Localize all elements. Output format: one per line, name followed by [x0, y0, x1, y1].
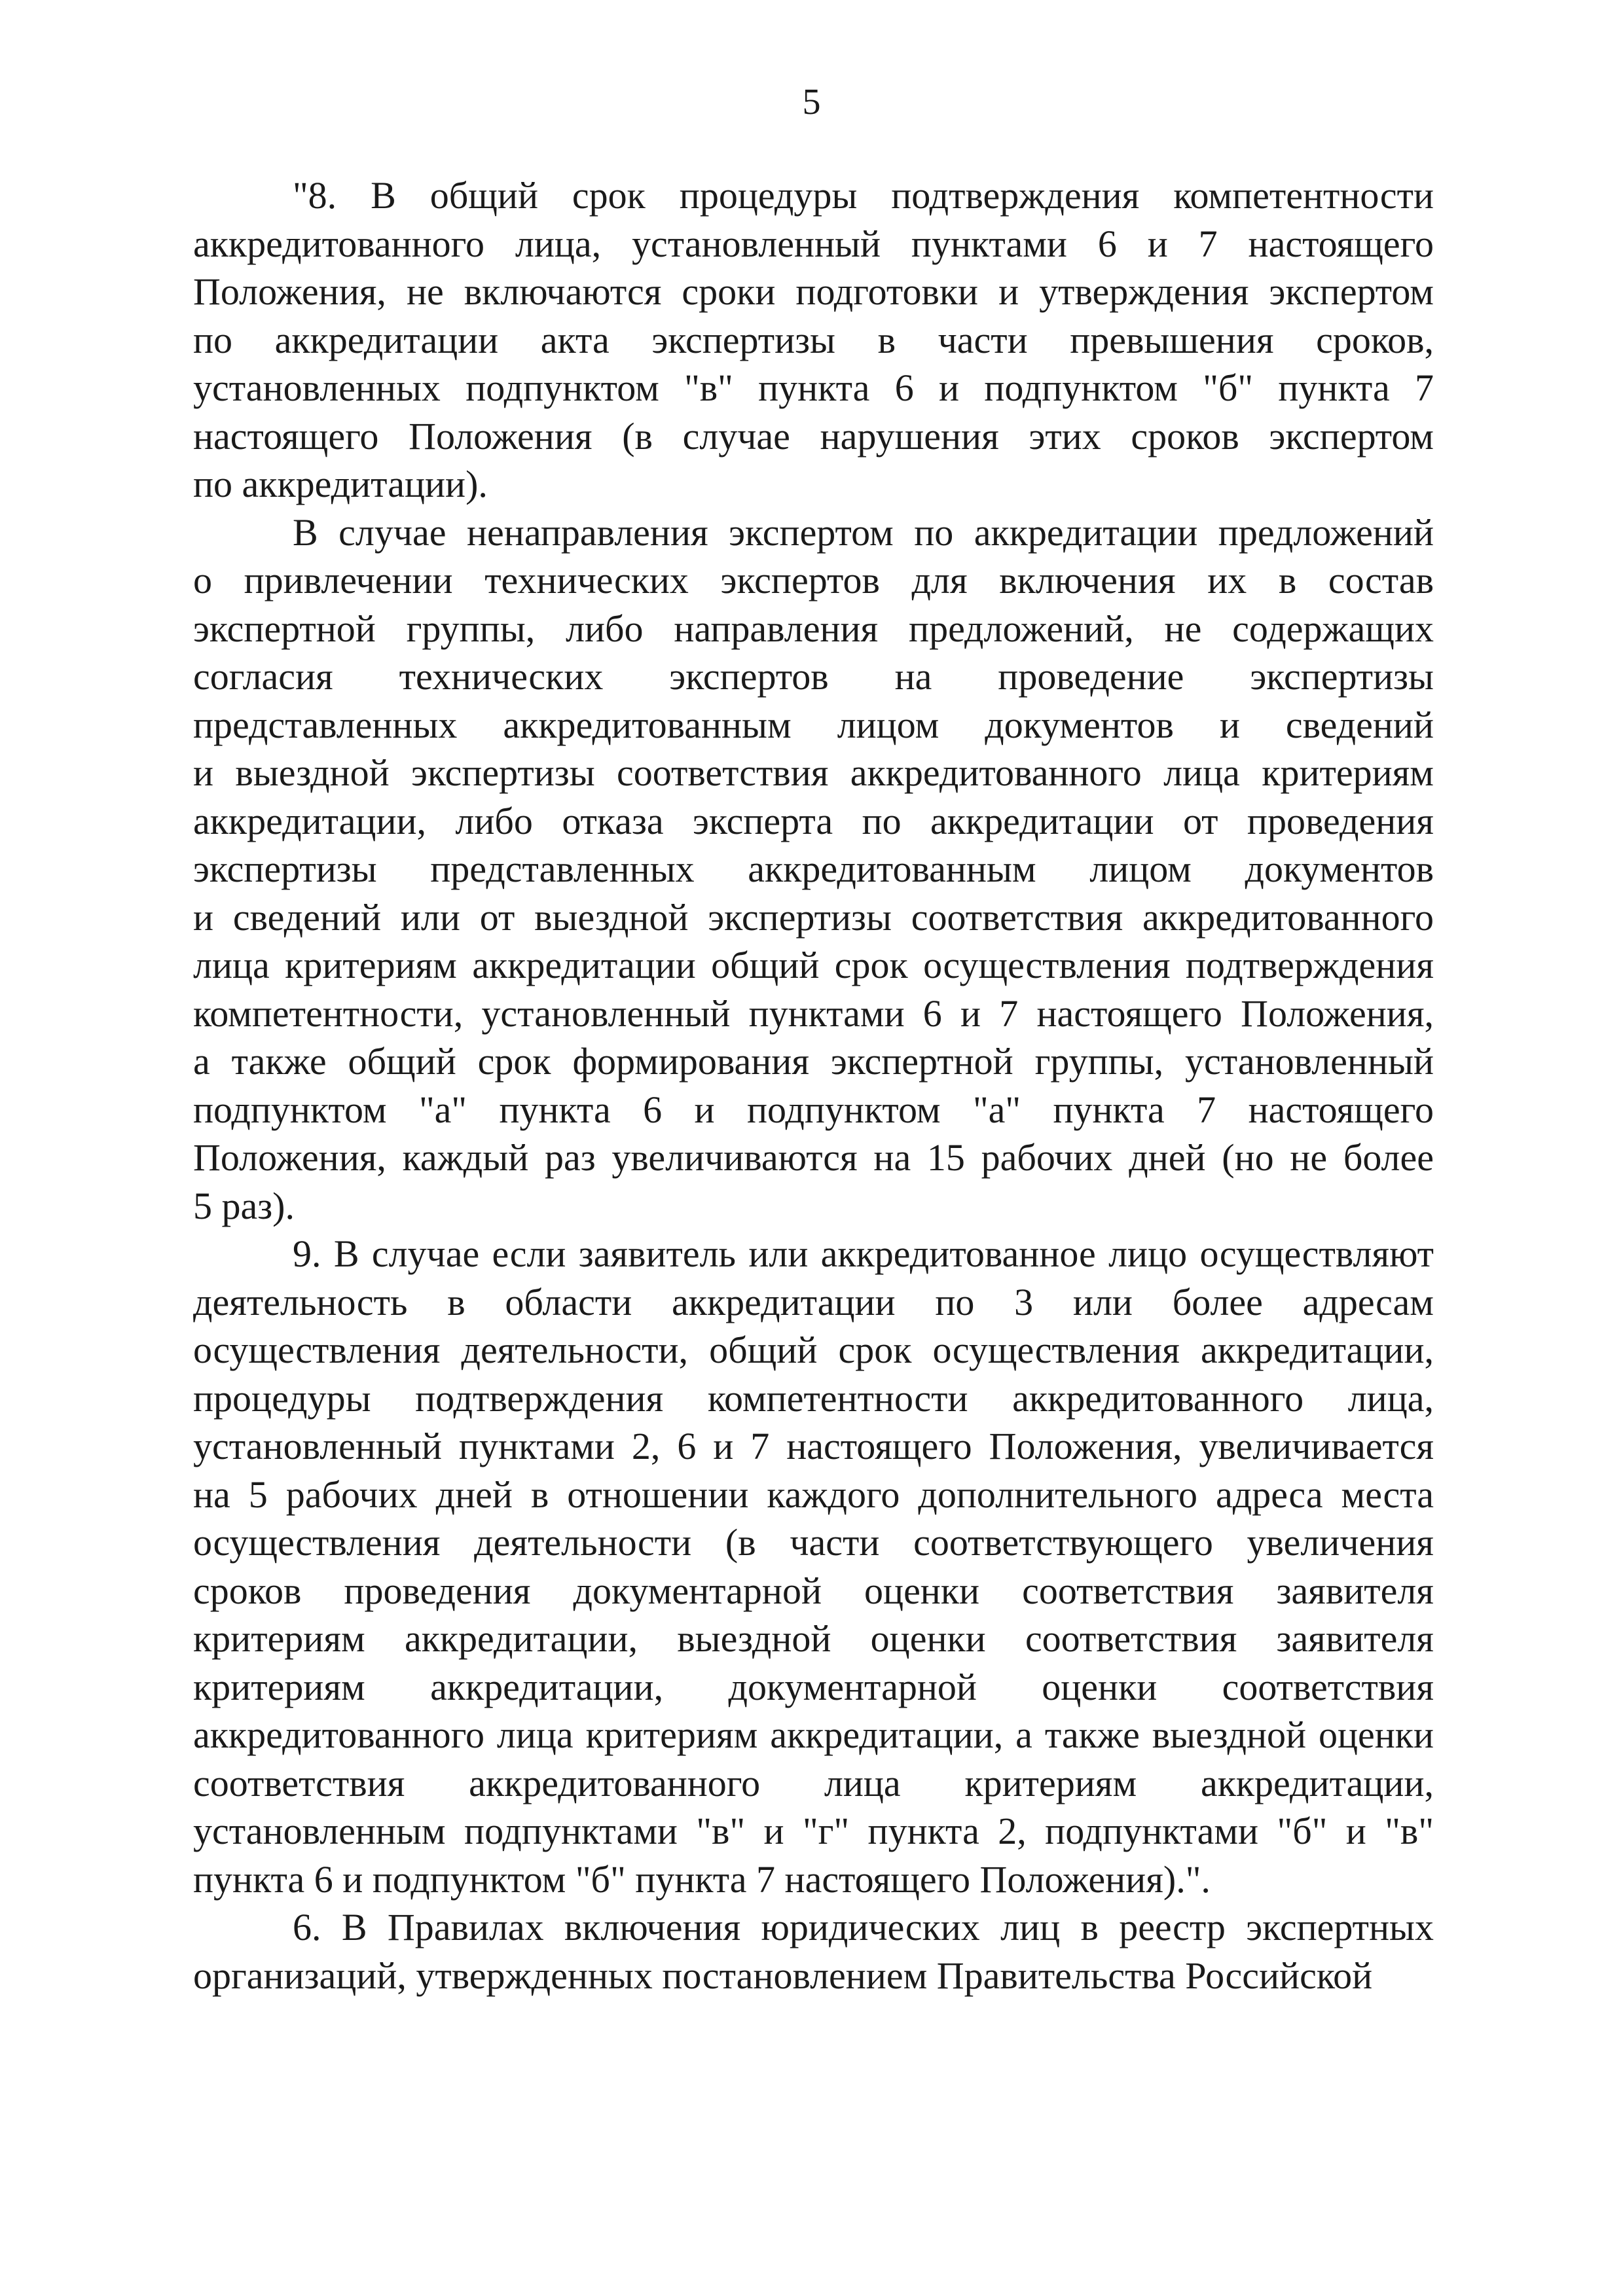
text-line: сроков проведения документарной оценки соответствия заявителя — [193, 1569, 1434, 1612]
text-line: по аккредитации). — [193, 463, 488, 505]
paragraph — [193, 1903, 1434, 2000]
text-line: а также общий срок формирования экспертной группы, установленный — [193, 1040, 1434, 1083]
text-line: настоящего Положения (в случае нарушения этих сроков экспертом — [193, 414, 1434, 457]
text-line: организаций, утвержденных постановлением Правительства Российской — [193, 1954, 1373, 1997]
text-line: компетентности, установленный пунктами 6 и 7 настоящего Положения, — [193, 992, 1434, 1035]
page-number: 5 — [802, 82, 821, 122]
text-line: аккредитованного лица, установленный пунктами 6 и 7 настоящего — [193, 222, 1434, 265]
paragraph — [193, 1230, 1434, 1903]
text-line: "8. В общий срок процедуры подтверждения компетентности — [293, 174, 1434, 217]
text-line: В случае ненаправления экспертом по аккредитации предложений — [293, 511, 1434, 554]
paragraph — [193, 171, 1434, 509]
text-line: осуществления деятельности (в части соответствующего увеличения — [193, 1521, 1434, 1564]
text-line: лица критериям аккредитации общий срок осуществления подтверждения — [193, 944, 1434, 986]
paragraph — [193, 509, 1434, 1230]
text-line: и выездной экспертизы соответствия аккредитованного лица критериям — [193, 751, 1434, 794]
document-body — [193, 171, 1434, 2000]
text-line: и сведений или от выездной экспертизы соответствия аккредитованного — [193, 895, 1434, 939]
text-line: соответствия аккредитованного лица критериям аккредитации, — [193, 1761, 1434, 1804]
text-line: пункта 6 и подпунктом "б" пункта 7 настоящего Положения).". — [193, 1857, 1211, 1901]
text-line: экспертной группы, либо направления предложений, не содержащих — [193, 607, 1434, 650]
text-line: процедуры подтверждения компетентности аккредитованного лица, — [193, 1376, 1434, 1420]
text-line: установленным подпунктами "в" и "г" пункта 2, подпунктами "б" и "в" — [193, 1810, 1434, 1852]
text-line: о привлечении технических экспертов для включения их в состав — [193, 559, 1434, 601]
text-line: критериям аккредитации, выездной оценки соответствия заявителя — [193, 1617, 1434, 1660]
text-line: установленных подпунктом "в" пункта 6 и подпунктом "б" пункта 7 — [193, 367, 1434, 409]
text-line: Положения, не включаются сроки подготовки и утверждения экспертом — [193, 270, 1434, 313]
text-line: критериям аккредитации, документарной оценки соответствия — [193, 1665, 1434, 1708]
text-line: аккредитации, либо отказа эксперта по аккредитации от проведения — [193, 799, 1434, 842]
text-line: согласия технических экспертов на проведение экспертизы — [193, 655, 1434, 698]
text-line: осуществления деятельности, общий срок осуществления аккредитации, — [193, 1329, 1434, 1371]
text-line: на 5 рабочих дней в отношении каждого дополнительного адреса места — [193, 1473, 1434, 1516]
text-line: установленный пунктами 2, 6 и 7 настоящего Положения, увеличивается — [193, 1425, 1434, 1467]
text-line: по аккредитации акта экспертизы в части превышения сроков, — [193, 318, 1434, 361]
text-line: 6. В Правилах включения юридических лиц в реестр экспертных — [293, 1906, 1434, 1948]
text-line: деятельность в области аккредитации по 3 или более адресам — [193, 1280, 1434, 1323]
text-line: представленных аккредитованным лицом документов и сведений — [193, 703, 1434, 746]
text-line: экспертизы представленных аккредитованным лицом документов — [193, 848, 1434, 890]
text-line: подпунктом "а" пункта 6 и подпунктом "а" пункта 7 настоящего — [193, 1088, 1434, 1131]
text-line: аккредитованного лица критериям аккредитации, а также выездной оценки — [193, 1713, 1434, 1756]
text-line: 9. В случае если заявитель или аккредитованное лицо осуществляют — [293, 1232, 1434, 1275]
text-line: Положения, каждый раз увеличиваются на 15 рабочих дней (но не более — [193, 1136, 1434, 1179]
text-line: 5 раз). — [193, 1184, 295, 1227]
